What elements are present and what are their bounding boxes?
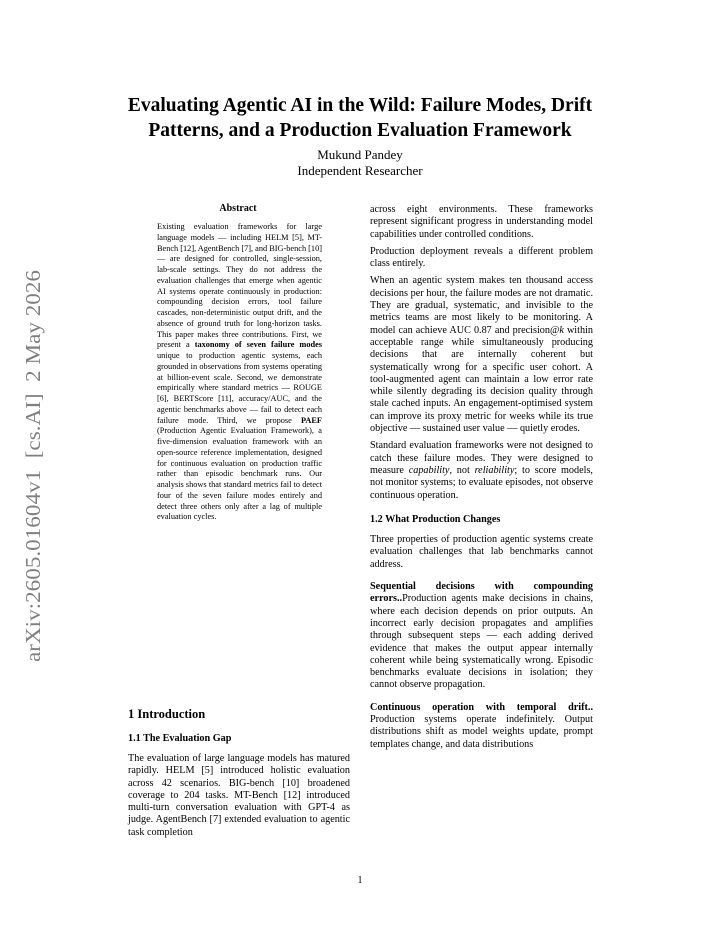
paragraph-heading: Sequential decisions with compounding errors.. <box>370 581 593 605</box>
body-paragraph: Production deployment reveals a different problem class entirely. <box>370 245 593 270</box>
body-text: ; to score models, not monitor systems; to evaluate episodes, not observe continuous operation. <box>370 464 593 501</box>
body-text: Standard evaluation frameworks were not designed to catch these failure modes. They were designed to measure <box>370 440 593 476</box>
abstract-text: Existing evaluation frameworks for large language models — including HELM [5], MT-Bench [12], AgentBench [7], and BIG-bench [10] — are designed for controlled, single-session, lab-scale settings. They do not address the evaluation challenges that emerge when agentic AI systems operate continuously in production: compounding decision errors, tool failure cascades, non-deterministic output drift, and the absence of ground truth for long-horizon tasks. This paper makes three contributions. First, we present a <box>157 222 322 350</box>
abstract-text: unique to production agentic systems, each grounded in observations from systems operating at billion-event scale. Second, we demonstrate empirically where standard metrics — ROUGE [6], BERTScore [11], accuracy/AUC, and the agentic benchmarks above — fail to detect each failure mode. Third, we propose <box>157 351 322 425</box>
emphasis-text: capability <box>408 464 450 476</box>
body-paragraph <box>370 440 593 501</box>
subsection-heading-evaluation-gap: 1.1 The Evaluation Gap <box>128 733 232 744</box>
body-text: When an agentic system makes ten thousand access decisions per hour, the failure modes are not dramatic. They are gradual, systematic, and invisible to the metrics teams are most likely to be monitoring. A model can achieve AUC 0.87 and precision@ <box>370 275 593 336</box>
body-text: Production agents make decisions in chains, where each decision depends on prior outputs. An incorrect early decision propagates and amplifies through subsequent steps — each adding derived evidence that makes the output appear internally coherent while being systematically wrong. Episodic benchmarks evaluate decisions in isolation; they cannot observe propagation. <box>370 593 593 691</box>
math-variable: k <box>559 324 564 336</box>
body-paragraph: across eight environments. These frameworks represent significant progress in understanding model capabilities under controlled conditions. <box>370 204 593 240</box>
arxiv-identifier-stamp <box>8 262 52 662</box>
body-text: within acceptable range while simultaneously producing decisions that are internally coherent but systematically wrong for a specific user cohort. A tool-augmented agent can maintain a low error rate while silently degrading its decision quality through stale cached inputs. An engagement-optimised system can improve its proxy metric for weeks while its true objective — sustained user value — quietly erodes. <box>370 324 593 435</box>
body-paragraph <box>370 275 593 435</box>
subsection-heading-production-changes: 1.2 What Production Changes <box>370 513 501 525</box>
body-text: Production systems operate indefinitely. Output distributions shift as model weights update, prompt templates change, and data distributions <box>370 713 593 750</box>
author-name: Mukund Pandey <box>317 147 403 162</box>
body-text: , not <box>449 464 475 476</box>
abstract-emphasis: taxonomy of seven failure modes <box>194 340 323 350</box>
arxiv-identifier-text: arXiv:2605.01604v1 [cs.AI] 2 May 2026 <box>21 297 45 662</box>
body-paragraph <box>370 581 593 692</box>
abstract-body <box>157 222 322 523</box>
emphasis-text: reliability <box>474 464 515 476</box>
abstract-text: (Production Agentic Evaluation Framework), a five-dimension evaluation framework with an open-source reference implementation, designed for continuous evaluation on production traffic rather than episodic benchmark runs. Our analysis shows that standard metrics fail to detect four of the seven failure modes entirely and detect three others only after a lag of multiple evaluation cycles. <box>157 426 322 522</box>
intro-paragraph: The evaluation of large language models has matured rapidly. HELM [5] introduced holistic evaluation across 42 scenarios. BIG-bench [10] broadened coverage to 204 tasks. MT-Bench [12] introduced multi-turn conversation evaluation with GPT-4 as judge. AgentBench [7] extended evaluation to agentic task completion <box>128 753 350 838</box>
body-paragraph <box>370 702 593 751</box>
body-paragraph: Three properties of production agentic systems create evaluation challenges that lab benchmarks cannot address. <box>370 534 593 570</box>
author-affiliation: Independent Researcher <box>297 163 423 178</box>
abstract-emphasis: PAEF <box>300 415 322 425</box>
section-heading-introduction: 1 Introduction <box>128 707 206 721</box>
page-number: 1 <box>357 875 363 886</box>
paragraph-heading: Continuous operation with temporal drift.. <box>370 701 593 713</box>
right-column <box>370 204 593 756</box>
paper-title: Evaluating Agentic AI in the Wild: Failure Modes, Drift Patterns, and a Production Evaluation Framework <box>127 95 593 141</box>
abstract-heading: Abstract <box>219 203 257 214</box>
